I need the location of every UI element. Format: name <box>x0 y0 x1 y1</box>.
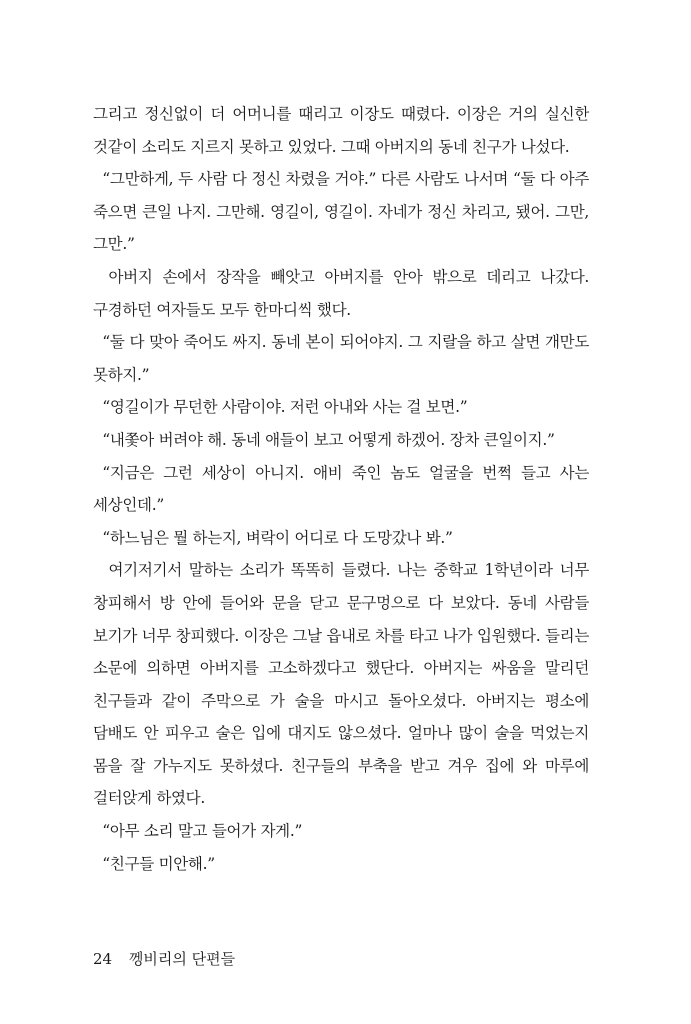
paragraph-7: “지금은 그런 세상이 아니지. 애비 죽인 놈도 얼굴을 번쩍 들고 사는 세상인데.” <box>93 463 589 515</box>
paragraph-1: 그리고 정신없이 더 어머니를 때리고 이장도 때렸다. 이장은 거의 실신한 것같이 소리도 지르지 못하고 있었다. 그때 아버지의 동네 친구가 나섰다. <box>93 105 589 156</box>
paragraph-4: “둘 다 맞아 죽어도 싸지. 동네 본이 되어야지. 그 지랄을 하고 살면 개만도 못하지.” <box>93 333 589 384</box>
paragraph-11: “친구들 미안해.” <box>102 854 215 873</box>
paragraph-9: 여기저기서 말하는 소리가 똑똑히 들렸다. 나는 중학교 1학년이라 너무 창피해서 방 안에 들어와 문을 닫고 문구멍으로 다 보았다. 동네 사람들 보기가 너무 창피했다. 이장은 그날 읍내로 차를 타고 나가 입원했다. 들리는 소문에 의하면 아버지를 고소하겠다고 했단다. 아버지는 싸움을 말리던 친구들과 같이 주막으로 가 술을 마시고 돌아오셨다. 아버지는 평소에 담배도 안 피우고 술은 입에 대지도 않으셨다. 얼마나 많이 술을 먹었는지 몸을 잘 가누지도 못하셨다. 친구들의 부축을 받고 겨우 집에 와 마루에 걸터앉게 하였다. <box>93 561 589 808</box>
running-title: 껭비리의 단편들 <box>128 950 236 968</box>
body-text <box>93 98 589 880</box>
paragraph-6: “내쫓아 버려야 해. 동네 애들이 보고 어떻게 하겠어. 장차 큰일이지.” <box>102 430 555 449</box>
paragraph-5: “영길이가 무던한 사람이야. 저런 아내와 사는 걸 보면.” <box>102 398 468 417</box>
paragraph-3: 아버지 손에서 장작을 빼앗고 아버지를 안아 밖으로 데리고 나갔다. 구경하던 여자들도 모두 한마디씩 했다. <box>93 267 589 319</box>
paragraph-10: “아무 소리 말고 들어가 자게.” <box>102 822 303 841</box>
page-number: 24 <box>93 950 113 968</box>
paragraph-2: “그만하게, 두 사람 다 정신 차렸을 거야.” 다른 사람도 나서며 “둘 다 아주 죽으면 큰일 나지. 그만해. 영길이, 영길이. 자네가 정신 차리고, 됐어. 그만, 그만.” <box>93 170 589 254</box>
paragraph-8: “하느님은 뭘 하는지, 벼락이 어디로 다 도망갔나 봐.” <box>102 528 453 547</box>
page-footer <box>93 948 235 969</box>
